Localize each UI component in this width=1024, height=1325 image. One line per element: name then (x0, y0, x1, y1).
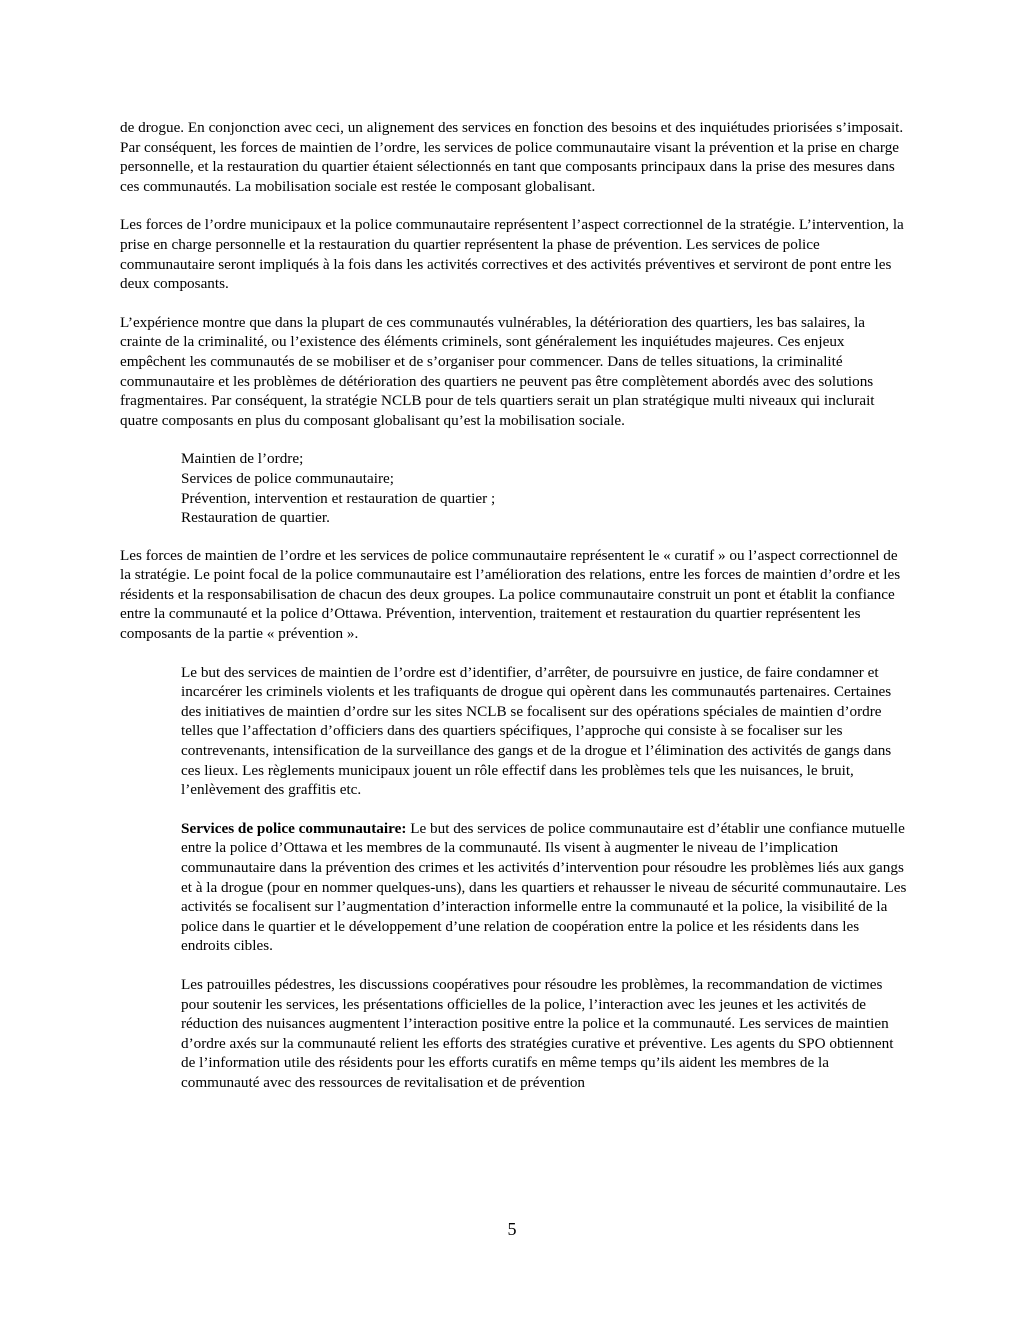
list-item: Services de police communautaire; (181, 469, 394, 487)
paragraph-experience: L’expérience montre que dans la plupart de ces communautés vulnérables, la détérioration des quartiers, les bas salaires, la crainte de la criminalité, ou l’existence des éléments criminels, sont généralement les inquiétudes majeures. Ces enjeux empêchent les communautés de se mobiliser et de s’organiser pour commencer. Dans de telles situations, la criminalité communautaire et les problèmes de détérioration des quartiers ne peuvent pas être complètement abordés avec des solutions fragmentaires. Par conséquent, la stratégie NCLB pour de tels quartiers serait un plan stratégique multi niveaux qui inclurait quatre composants en plus du composant globalisant qu’est la mobilisation sociale. (120, 313, 875, 429)
paragraph-community-policing (181, 819, 910, 956)
document-body (120, 118, 910, 1112)
paragraph-foot-patrols: Les patrouilles pédestres, les discussions coopératives pour résoudre les problèmes, la recommandation de victimes pour soutenir les services, les présentations officielles de la police, l’interaction avec les jeunes et les activités de réduction des nuisances augmentent l’interaction positive entre la police et la communauté. Les services de maintien d’ordre axés sur la communauté relient les efforts des stratégies curative et préventive. Les agents du SPO obtiennent de l’information utile des résidents pour les efforts curatifs en même temps qu’ils aident les membres de la communauté avec des ressources de revitalisation et de prévention (181, 975, 894, 1091)
list-item: Restauration de quartier. (181, 509, 330, 527)
paragraph-correctional-aspect: Les forces de l’ordre municipaux et la police communautaire représentent l’aspect correctionnel de la stratégie. L’intervention, la prise en charge personnelle et la restauration du quartier représentent la phase de prévention. Les services de police communautaire seront impliqués à la fois dans les activités correctives et des activités préventives et serviront de pont entre les deux composants. (120, 216, 904, 293)
paragraph-service-alignment: de drogue. En conjonction avec ceci, un alignement des services en fonction des besoins et des inquiétudes priorisées s’imposait. Par conséquent, les forces de maintien de l’ordre, les services de police communautaire visant la prévention et la prise en charge personnelle, et la restauration du quartier étaient sélectionnés en tant que composants principaux dans la prise des mesures dans ces communautés. La mobilisation sociale est restée le composant globalisant. (120, 119, 904, 195)
components-list (120, 449, 910, 527)
paragraph-law-enforcement: Le but des services de maintien de l’ordre est d’identifier, d’arrêter, de poursuivre en justice, de faire condamner et incarcérer les criminels violents et les trafiquants de drogue qui opèrent dans les communautés partenaires. Certaines des initiatives de maintien d’ordre sur les sites NCLB se focalisent sur des opérations spéciales de maintien d’ordre telles que l’affectation d’officiers dans des quartiers spécifiques, l’approche qui consiste à se focaliser sur les contrevenants, intensification de la surveillance des gangs et de la drogue et l’élimination des activités de gangs dans ces lieux. Les règlements municipaux jouent un rôle effectif dans les problèmes tels que les nuisances, le bruit, l’enlèvement des graffitis etc. (181, 663, 892, 799)
paragraph-curative-preventive: Les forces de maintien de l’ordre et les services de police communautaire représentent le « curatif » ou l’aspect correctionnel de la stratégie. Le point focal de la police communautaire est l’amélioration des relations, entre les forces de maintien d’ordre et les résidents et la responsabilisation de chacun des deux groupes. La police communautaire construit un pont et établit la confiance entre la communauté et la police d’Ottawa. Prévention, intervention, traitement et restauration du quartier représentent les composants de la partie « prévention ». (120, 546, 901, 643)
page-number: 5 (507, 1219, 517, 1239)
paragraph-community-policing-body: Le but des services de police communautaire est d’établir une confiance mutuelle entre la police d’Ottawa et les membres de la communauté. Ils visent à augmenter le niveau de l’implication communautaire dans la prévention des crimes et les activités d’intervention pour résoudre les problèmes liés aux gangs et à la drogue (pour en nommer quelques-uns), dans les quartiers et rehausser le niveau de sécurité communautaire. Les activités se focalisent sur l’augmentation d’interaction informelle entre la communauté et la police, la visibilité de la police dans le quartier et le développement d’une relation de coopération entre la police et les résidents dans les endroits cibles. (181, 819, 907, 955)
list-item: Prévention, intervention et restauration de quartier ; (181, 489, 496, 507)
list-item: Maintien de l’ordre; (181, 450, 304, 468)
section-heading: Services de police communautaire: (181, 819, 407, 837)
